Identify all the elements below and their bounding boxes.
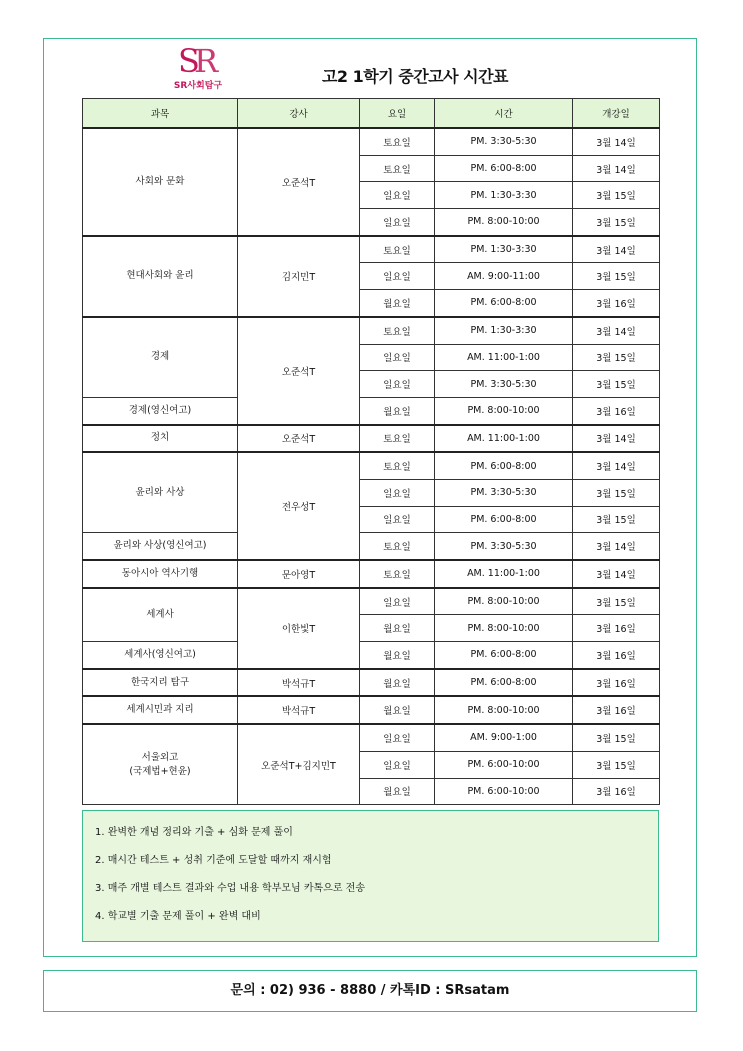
time-cell: PM. 8:00-10:00 bbox=[435, 696, 573, 724]
time-cell: AM. 11:00-1:00 bbox=[435, 425, 573, 453]
start-date-cell: 3월 14일 bbox=[573, 317, 660, 344]
start-date-cell: 3월 15일 bbox=[573, 588, 660, 615]
teacher-cell: 김지민T bbox=[238, 236, 360, 317]
time-cell: PM. 6:00-8:00 bbox=[435, 642, 573, 669]
time-cell: PM. 3:30-5:30 bbox=[435, 533, 573, 560]
subject-cell: 동아시아 역사기행 bbox=[83, 560, 238, 588]
table-row bbox=[83, 397, 660, 424]
time-cell: PM. 6:00-10:00 bbox=[435, 751, 573, 778]
teacher-cell: 문아영T bbox=[238, 560, 360, 588]
teacher-cell: 이한빛T bbox=[238, 588, 360, 669]
day-cell: 일요일 bbox=[360, 182, 435, 209]
day-cell: 월요일 bbox=[360, 778, 435, 805]
table-row bbox=[83, 452, 660, 479]
start-date-cell: 3월 14일 bbox=[573, 533, 660, 560]
time-cell: PM. 6:00-8:00 bbox=[435, 669, 573, 697]
day-cell: 월요일 bbox=[360, 397, 435, 424]
table-header-row bbox=[83, 99, 660, 129]
day-cell: 월요일 bbox=[360, 642, 435, 669]
day-cell: 일요일 bbox=[360, 263, 435, 290]
day-cell: 토요일 bbox=[360, 452, 435, 479]
subject-cell: 윤리와 사상(영신여고) bbox=[83, 533, 238, 560]
note-item: 4. 학교별 기출 문제 풀이 + 완벽 대비 bbox=[95, 911, 261, 922]
subject-cell: 세계사(영신여고) bbox=[83, 642, 238, 669]
day-cell: 토요일 bbox=[360, 317, 435, 344]
table-row bbox=[83, 317, 660, 344]
day-cell: 일요일 bbox=[360, 479, 435, 506]
day-cell: 토요일 bbox=[360, 533, 435, 560]
subject-cell: 경제 bbox=[83, 317, 238, 398]
start-date-cell: 3월 15일 bbox=[573, 371, 660, 398]
start-date-cell: 3월 15일 bbox=[573, 263, 660, 290]
logo bbox=[168, 42, 228, 92]
start-date-cell: 3월 16일 bbox=[573, 397, 660, 424]
day-cell: 월요일 bbox=[360, 615, 435, 642]
subject-line-2: (국제법+현윤) bbox=[129, 765, 191, 777]
day-cell: 일요일 bbox=[360, 751, 435, 778]
header-start-date: 개강일 bbox=[573, 99, 660, 129]
teacher-cell: 오준석T bbox=[238, 425, 360, 453]
day-cell: 토요일 bbox=[360, 128, 435, 155]
subject-line-1: 서울외고 bbox=[141, 751, 179, 763]
teacher-cell: 박석규T bbox=[238, 669, 360, 697]
sr-logo-mark-icon bbox=[174, 42, 222, 78]
subject-cell: 세계사 bbox=[83, 588, 238, 642]
start-date-cell: 3월 15일 bbox=[573, 479, 660, 506]
time-cell: PM. 1:30-3:30 bbox=[435, 317, 573, 344]
start-date-cell: 3월 14일 bbox=[573, 452, 660, 479]
day-cell: 토요일 bbox=[360, 425, 435, 453]
time-cell: PM. 8:00-10:00 bbox=[435, 209, 573, 236]
day-cell: 일요일 bbox=[360, 506, 435, 533]
day-cell: 일요일 bbox=[360, 209, 435, 236]
day-cell: 토요일 bbox=[360, 560, 435, 588]
subject-cell: 윤리와 사상 bbox=[83, 452, 238, 533]
subject-cell: 한국지리 탐구 bbox=[83, 669, 238, 697]
start-date-cell: 3월 16일 bbox=[573, 290, 660, 317]
time-cell: PM. 8:00-10:00 bbox=[435, 615, 573, 642]
start-date-cell: 3월 15일 bbox=[573, 751, 660, 778]
start-date-cell: 3월 14일 bbox=[573, 236, 660, 263]
time-cell: PM. 6:00-8:00 bbox=[435, 155, 573, 182]
day-cell: 월요일 bbox=[360, 290, 435, 317]
time-cell: PM. 8:00-10:00 bbox=[435, 588, 573, 615]
subject-cell bbox=[83, 724, 238, 805]
start-date-cell: 3월 14일 bbox=[573, 155, 660, 182]
table-row bbox=[83, 642, 660, 669]
table-row bbox=[83, 588, 660, 615]
time-cell: PM. 3:30-5:30 bbox=[435, 479, 573, 506]
subject-cell: 경제(영신여고) bbox=[83, 397, 238, 424]
start-date-cell: 3월 15일 bbox=[573, 506, 660, 533]
schedule-table bbox=[82, 98, 660, 805]
time-cell: AM. 11:00-1:00 bbox=[435, 344, 573, 371]
page-title: 고2 1학기 중간고사 시간표 bbox=[321, 67, 509, 86]
time-cell: PM. 3:30-5:30 bbox=[435, 128, 573, 155]
day-cell: 일요일 bbox=[360, 724, 435, 751]
header-time: 시간 bbox=[435, 99, 573, 129]
header-subject: 과목 bbox=[83, 99, 238, 129]
start-date-cell: 3월 16일 bbox=[573, 642, 660, 669]
teacher-cell: 전우성T bbox=[238, 452, 360, 560]
day-cell: 월요일 bbox=[360, 669, 435, 697]
time-cell: PM. 1:30-3:30 bbox=[435, 182, 573, 209]
table-row bbox=[83, 236, 660, 263]
table-row bbox=[83, 128, 660, 155]
teacher-cell: 오준석T+김지민T bbox=[238, 724, 360, 805]
table-row bbox=[83, 669, 660, 697]
header-teacher: 강사 bbox=[238, 99, 360, 129]
logo-text: SR사회탐구 bbox=[173, 81, 223, 91]
day-cell: 토요일 bbox=[360, 155, 435, 182]
subject-cell: 사회와 문화 bbox=[83, 128, 238, 236]
time-cell: AM. 9:00-1:00 bbox=[435, 724, 573, 751]
start-date-cell: 3월 14일 bbox=[573, 425, 660, 453]
time-cell: PM. 6:00-8:00 bbox=[435, 452, 573, 479]
table-row bbox=[83, 533, 660, 560]
time-cell: AM. 9:00-11:00 bbox=[435, 263, 573, 290]
note-item: 2. 매시간 테스트 + 성취 기준에 도달할 때까지 재시험 bbox=[95, 855, 332, 866]
teacher-cell: 박석규T bbox=[238, 696, 360, 724]
teacher-cell: 오준석T bbox=[238, 317, 360, 425]
subject-cell: 세계시민과 지리 bbox=[83, 696, 238, 724]
subject-cell: 현대사회와 윤리 bbox=[83, 236, 238, 317]
time-cell: AM. 11:00-1:00 bbox=[435, 560, 573, 588]
start-date-cell: 3월 15일 bbox=[573, 344, 660, 371]
start-date-cell: 3월 16일 bbox=[573, 669, 660, 697]
note-item: 1. 완벽한 개념 정리와 기출 + 심화 문제 풀이 bbox=[95, 827, 293, 838]
day-cell: 일요일 bbox=[360, 371, 435, 398]
time-cell: PM. 1:30-3:30 bbox=[435, 236, 573, 263]
start-date-cell: 3월 16일 bbox=[573, 696, 660, 724]
start-date-cell: 3월 15일 bbox=[573, 182, 660, 209]
start-date-cell: 3월 14일 bbox=[573, 560, 660, 588]
start-date-cell: 3월 16일 bbox=[573, 778, 660, 805]
subject-cell: 정치 bbox=[83, 425, 238, 453]
start-date-cell: 3월 15일 bbox=[573, 724, 660, 751]
table-row bbox=[83, 696, 660, 724]
time-cell: PM. 6:00-10:00 bbox=[435, 778, 573, 805]
time-cell: PM. 6:00-8:00 bbox=[435, 506, 573, 533]
time-cell: PM. 3:30-5:30 bbox=[435, 371, 573, 398]
day-cell: 일요일 bbox=[360, 344, 435, 371]
note-item: 3. 매주 개별 테스트 결과와 수업 내용 학부모님 카톡으로 전송 bbox=[95, 883, 365, 894]
header-day: 요일 bbox=[360, 99, 435, 129]
table-row bbox=[83, 724, 660, 751]
day-cell: 토요일 bbox=[360, 236, 435, 263]
notes-box bbox=[82, 810, 659, 942]
time-cell: PM. 6:00-8:00 bbox=[435, 290, 573, 317]
start-date-cell: 3월 15일 bbox=[573, 209, 660, 236]
time-cell: PM. 8:00-10:00 bbox=[435, 397, 573, 424]
table-row bbox=[83, 425, 660, 453]
start-date-cell: 3월 14일 bbox=[573, 128, 660, 155]
day-cell: 월요일 bbox=[360, 696, 435, 724]
svg-text:S: S bbox=[178, 42, 200, 78]
teacher-cell: 오준석T bbox=[238, 128, 360, 236]
contact-info: 문의 : 02) 936 - 8880 / 카톡ID : SRsatam bbox=[43, 970, 697, 1012]
table-row bbox=[83, 560, 660, 588]
svg-text:R: R bbox=[194, 42, 219, 78]
start-date-cell: 3월 16일 bbox=[573, 615, 660, 642]
day-cell: 일요일 bbox=[360, 588, 435, 615]
